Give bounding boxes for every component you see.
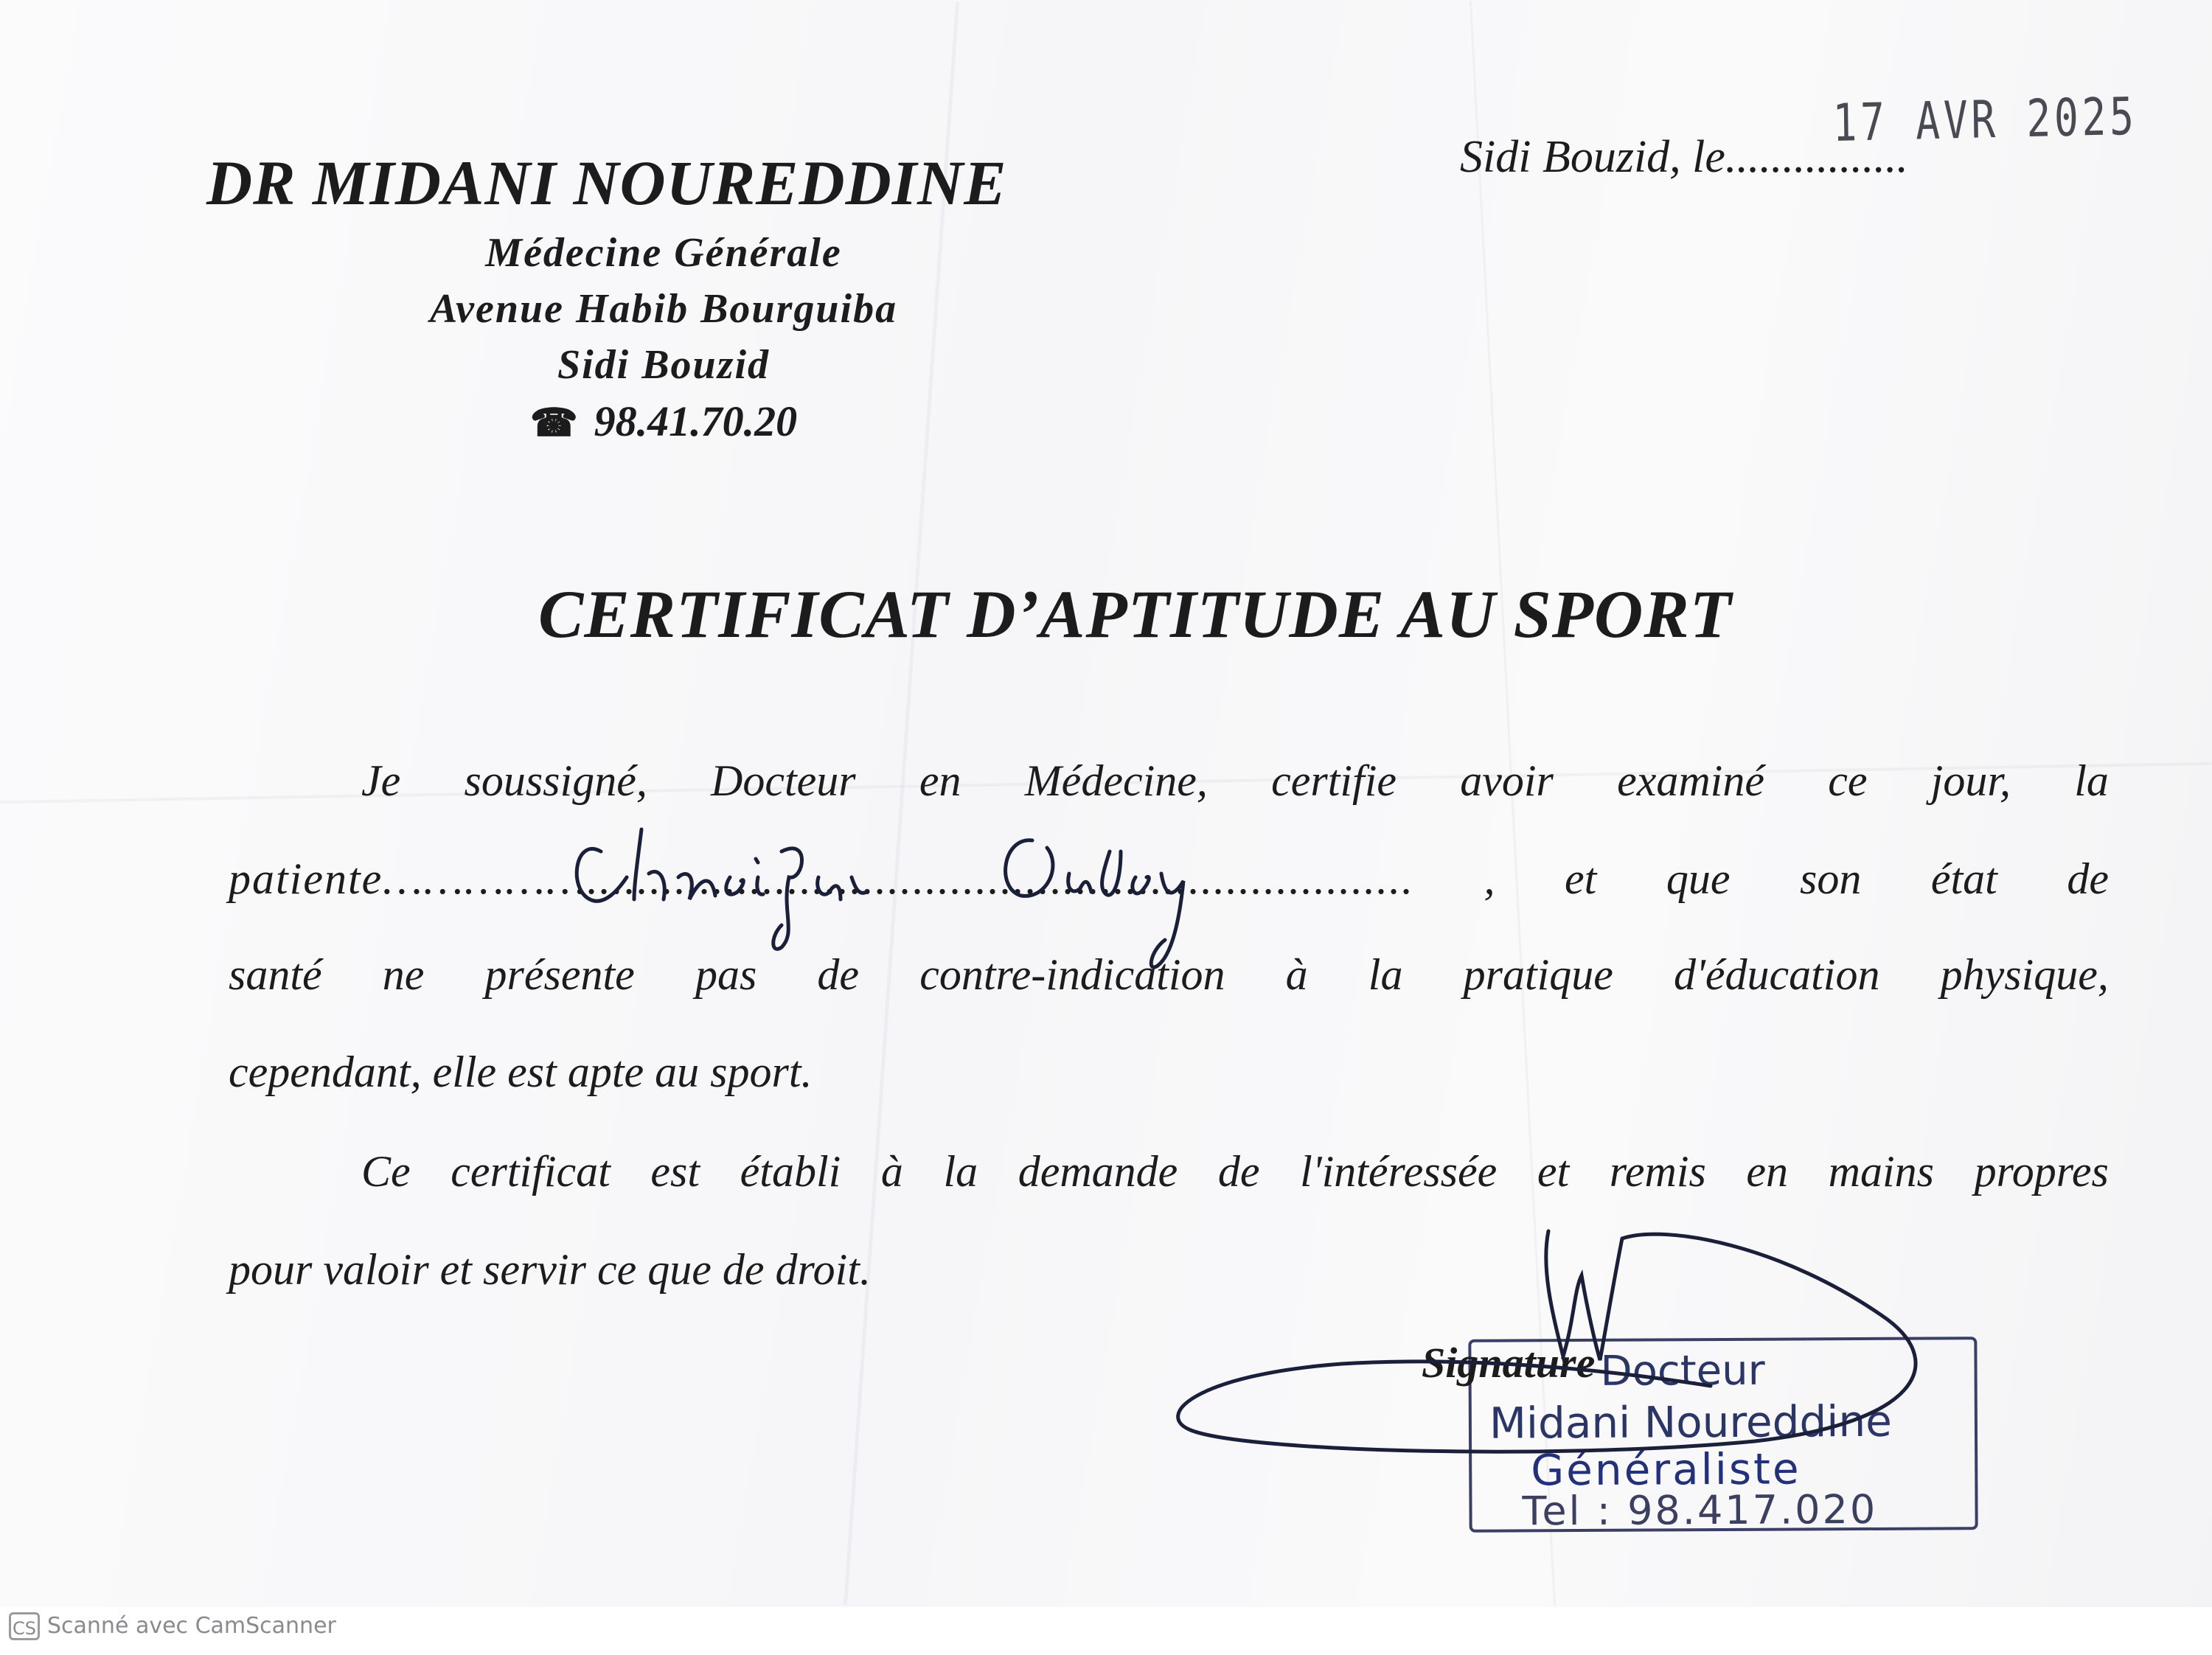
certificate-title: CERTIFICAT D’APTITUDE AU SPORT bbox=[538, 576, 1732, 652]
word: à bbox=[1285, 950, 1308, 999]
stamp-phone: Tel : 98.417.020 bbox=[1522, 1485, 1878, 1535]
body-line-4: cependant, elle est apte au sport. bbox=[229, 1048, 813, 1096]
body-line-6: pour valoir et servir ce que de droit. bbox=[229, 1245, 871, 1294]
place-date: Sidi Bouzid, le................ bbox=[1460, 132, 1908, 182]
stamp-specialty: Généraliste bbox=[1531, 1443, 1801, 1496]
stamp-name: Midani Noureddine bbox=[1489, 1396, 1892, 1449]
word: mains bbox=[1828, 1147, 1934, 1196]
word: remis bbox=[1609, 1147, 1706, 1196]
doctor-name: DR MIDANI NOUREDDINE bbox=[206, 147, 1007, 218]
word: d'éducation bbox=[1674, 950, 1880, 999]
letterhead bbox=[206, 147, 1135, 453]
word: pratique bbox=[1463, 950, 1613, 999]
word: avoir bbox=[1460, 756, 1554, 805]
specialty: Médecine Générale bbox=[485, 230, 842, 276]
word: jour, bbox=[1930, 756, 2011, 805]
date-stamp: 17 AVR 2025 bbox=[1832, 86, 2138, 153]
word: Ce bbox=[361, 1147, 411, 1196]
body-line-3 bbox=[229, 950, 2109, 1000]
word: santé bbox=[229, 950, 322, 999]
phone-number: 98.41.70.20 bbox=[594, 397, 798, 445]
word: de bbox=[1217, 1147, 1260, 1196]
word: physique, bbox=[1940, 950, 2109, 999]
body-line-5 bbox=[361, 1146, 2109, 1197]
word: à bbox=[880, 1147, 903, 1196]
city: Sidi Bouzid bbox=[557, 342, 771, 388]
word: son bbox=[1799, 854, 1862, 903]
word: certificat bbox=[451, 1147, 611, 1196]
word: certifie bbox=[1271, 756, 1397, 805]
word: en bbox=[919, 756, 961, 805]
word: et bbox=[1537, 1147, 1570, 1196]
word: état bbox=[1930, 854, 1997, 903]
word: établi bbox=[740, 1147, 841, 1196]
word: Je bbox=[361, 756, 401, 805]
signature-label: Signature bbox=[1422, 1339, 1596, 1387]
word: présente bbox=[484, 950, 635, 999]
word: examiné bbox=[1617, 756, 1764, 805]
word: pas bbox=[695, 950, 757, 999]
word: que bbox=[1666, 854, 1731, 903]
word: soussigné, bbox=[464, 756, 647, 805]
word: et bbox=[1565, 854, 1597, 903]
stamp-title: Docteur bbox=[1600, 1346, 1765, 1396]
word: contre-indication bbox=[919, 950, 1225, 999]
word: de bbox=[817, 950, 860, 999]
word: est bbox=[650, 1147, 700, 1196]
word: en bbox=[1746, 1147, 1789, 1196]
word: la bbox=[943, 1147, 978, 1196]
word: l'intéressée bbox=[1300, 1147, 1498, 1196]
word: la bbox=[1368, 950, 1403, 999]
address: Avenue Habib Bourguiba bbox=[429, 286, 898, 332]
body-line-1 bbox=[361, 756, 2109, 806]
word: Docteur bbox=[711, 756, 856, 805]
handwritten-signature bbox=[1150, 1209, 2079, 1474]
camscanner-logo: CS bbox=[9, 1612, 40, 1640]
phone-line bbox=[206, 393, 1121, 453]
word: ne bbox=[382, 950, 425, 999]
telephone-icon: ☎ bbox=[529, 403, 578, 445]
word: la bbox=[2074, 756, 2109, 805]
word: de bbox=[2067, 854, 2109, 903]
word: propres bbox=[1974, 1147, 2109, 1196]
word: demande bbox=[1018, 1147, 1178, 1196]
patient-field: patiente…………….................................................................. bbox=[229, 854, 1415, 903]
word: ce bbox=[1828, 756, 1868, 805]
word: Médecine, bbox=[1024, 756, 1208, 805]
word: , bbox=[1484, 854, 1495, 903]
camscanner-watermark: Scanné avec CamScanner bbox=[47, 1613, 336, 1639]
